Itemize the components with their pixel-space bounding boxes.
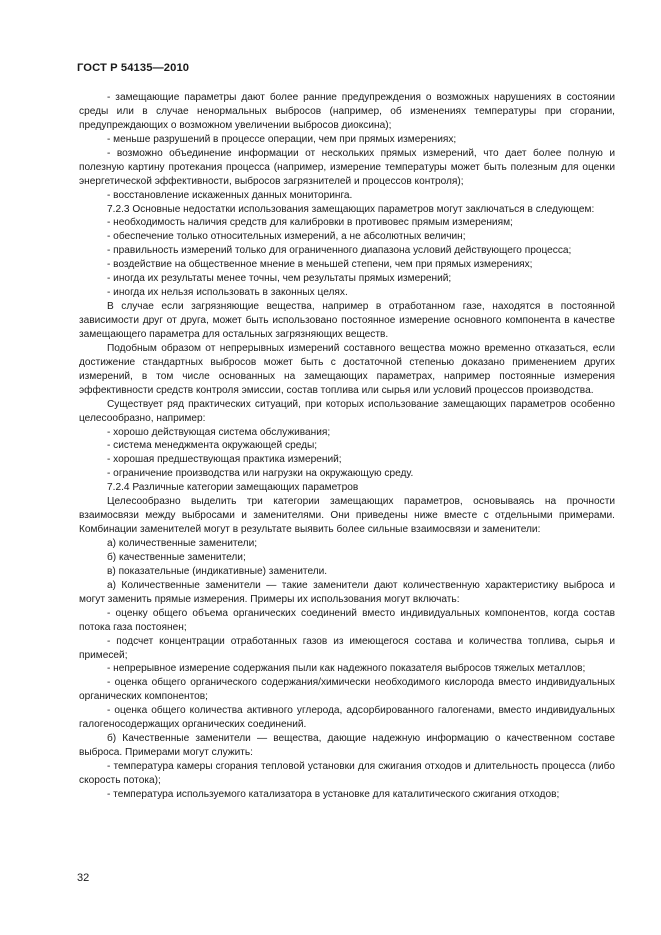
document-body [79,91,615,802]
list-item: - иногда их результаты менее точны, чем результаты прямых измерений; [107,273,452,285]
list-item: - температура используемого катализатора в установке для каталитического сжигания отходов; [107,788,560,800]
paragraph: В случае если загрязняющие вещества, например в отработанном газе, находятся в постоянной зависимости друг от друга, может быть использовано постоянное измерение основного компонента в качестве замещающего параметра для остальных загрязняющих веществ. [79,301,615,340]
paragraph: б) Качественные заменители — вещества, дающие надежную информацию о качественном составе выброса. Примерами могут служить: [79,733,615,759]
paragraph: Существует ряд практических ситуаций, при которых использование замещающих параметров особенно целесообразно, например: [79,398,615,424]
list-item: - правильность измерений только для ограниченного диапазона условий действующего процесса; [107,245,572,257]
list-item: в) показательные (индикативные) заменители. [107,565,328,577]
list-item: - оценку общего объема органических соединений вместо индивидуальных компонентов, когда состав потока газа постоянен; [79,607,615,633]
list-item: - непрерывное измерение содержания пыли как надежного показателя выбросов тяжелых металлов; [107,663,586,675]
list-item: - подсчет концентрации отработанных газов из имеющегося состава и количества топлива, сырья и примесей; [79,635,615,661]
list-item: - хорошая предшествующая практика измерений; [107,454,342,466]
paragraph: а) Количественные заменители — такие заменители дают количественную характеристику выброса и могут заменить прямые измерения. Примеры их использования могут включать: [79,579,615,605]
section-7-2-3: 7.2.3 Основные недостатки использования замещающих параметров могут заключаться в следующем: [107,203,595,215]
list-item: - система менеджмента окружающей среды; [107,440,318,452]
paragraph: Целесообразно выделить три категории замещающих параметров, основываясь на прочности взаимосвязи между выбросами и заменителями. Они приведены ниже вместе с отдельными примерами. Комбинации заменителей могут в результате выявить более сильные взаимосвязи и заменители: [79,496,615,536]
list-item: а) количественные заменители; [107,538,258,549]
paragraph: - восстановление искаженных данных мониторинга. [107,189,353,201]
list-item: - хорошо действующая система обслуживания; [107,426,331,438]
list-item: - обеспечение только относительных измерений, а не абсолютных величин; [107,231,466,243]
paragraph: - меньше разрушений в процессе операции, чем при прямых измерениях; [107,133,457,145]
paragraph: - возможно объединение информации от нескольких прямых измерений, что дает более полную и полезную картину протекания процесса (например, измерение температуры может быть полезным для оценки энергетической эффективности, выбросов загрязнителей и процессов контроля); [79,147,615,187]
paragraph: - замещающие параметры дают более ранние предупреждения о возможных нарушениях в состоянии среды или в случае ненормальных выбросов (например, об изменениях температуры при сгорании, предупреждающих о возможном увеличении выбросов диоксина); [79,92,615,131]
list-item: - иногда их нельзя использовать в законных целях. [107,287,348,299]
list-item: - необходимость наличия средств для калибровки в противовес прямым измерениям; [107,217,513,229]
list-item: - температура камеры сгорания тепловой установки для сжигания отходов и длительность процесса (либо скорость потока); [79,761,615,786]
paragraph: Подобным образом от непрерывных измерений составного вещества можно временно отказаться, если достижение стандартных выбросов может быть с достаточной степенью доказано применением других измерений, в том числе основанных на замещающих параметрах, например постоянные измерения эффективности средств контроля эмиссии, состав топлива или сырья или условий процессов производства. [79,342,615,396]
section-7-2-4: 7.2.4 Различные категории замещающих параметров [107,482,359,494]
list-item: - воздействие на общественное мнение в меньшей степени, чем при прямых измерениях; [107,259,533,271]
standard-header: ГОСТ Р 54135—2010 [77,62,190,74]
page-number: 32 [77,872,90,884]
list-item: б) качественные заменители; [107,551,246,563]
list-item: - оценка общего количества активного углерода, адсорбированного галогенами, вместо индивидуальных галогеносодержащих органических соединений. [79,705,615,731]
list-item: - ограничение производства или нагрузки на окружающую среду. [107,468,414,480]
list-item: - оценка общего органического содержания/химически необходимого кислорода вместо индивидуальных органических компонентов; [79,677,615,703]
